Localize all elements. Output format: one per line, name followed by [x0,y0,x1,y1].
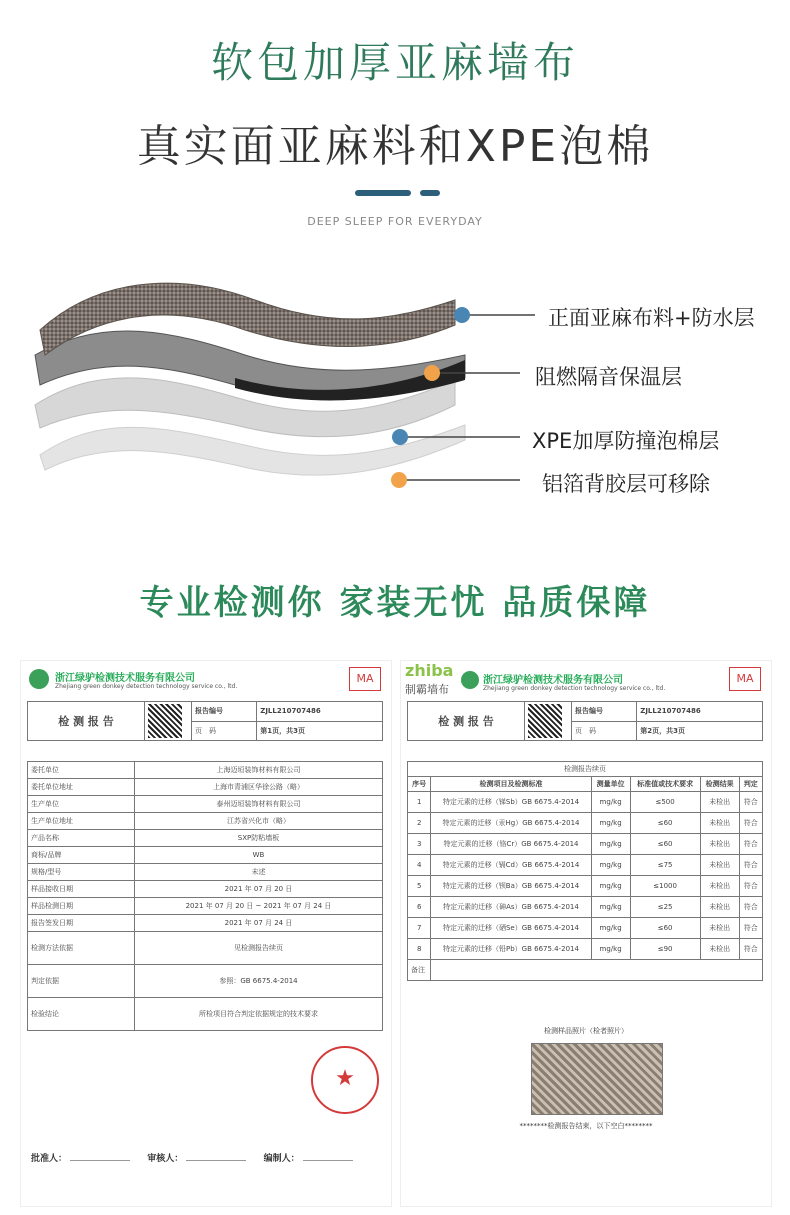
table-cell: ≤90 [630,939,700,960]
callout-dot [392,429,408,445]
divider-bar [355,190,411,196]
layer-label-linen: 正面亚麻布料+防水层 [548,306,755,330]
company-logo-icon [29,669,49,689]
table-cell: 符合 [739,876,762,897]
table-cell: 7 [408,918,431,939]
table-cell: 未检出 [700,813,739,834]
table-cell: ≤60 [630,813,700,834]
layer-label-foil: 铝箔背胶层可移除 [542,472,710,496]
report-page-1 [20,660,392,1207]
table-cell: mg/kg [591,918,630,939]
row-label: 检测方法依据 [28,932,135,965]
row-label: 规格/型号 [28,864,135,881]
row-value: WB [135,847,383,864]
row-value: 参照：GB 6675.4-2014 [135,965,383,998]
row-label: 商标/品牌 [28,847,135,864]
column-header: 测量单位 [591,777,630,792]
callout-dot [424,365,440,381]
column-header: 判定 [739,777,762,792]
row-label: 判定依据 [28,965,135,998]
table-cell: ≤500 [630,792,700,813]
table-cell: 1 [408,792,431,813]
row-value: 泰州迈垣装饰材料有限公司 [135,796,383,813]
table-row [408,918,763,939]
table-cell: 特定元素的迁移（硒Se）GB 6675.4-2014 [431,918,591,939]
column-header: 标准值或技术要求 [630,777,700,792]
row-label: 样品接收日期 [28,881,135,898]
row-value: 2021 年 07 月 20 日 [135,881,383,898]
test-results-table [407,761,763,981]
table-row [408,792,763,813]
row-value: 2021 年 07 月 20 日 ~ 2021 年 07 月 24 日 [135,898,383,915]
remark-label: 备注 [408,960,431,981]
page-number: 第2页，共3页 [637,721,763,741]
table-cell: ≤60 [630,918,700,939]
company-name-en: Zhejiang green donkey detection technology service co., ltd. [483,685,666,692]
row-label: 生产单位 [28,796,135,813]
table-row [28,813,383,830]
table-row [28,898,383,915]
table-cell: 符合 [739,918,762,939]
row-value: 2021 年 07 月 24 日 [135,915,383,932]
row-label: 检验结论 [28,998,135,1031]
page-label: 页 码 [192,721,257,741]
layer-label-fireproof: 阻燃隔音保温层 [535,365,682,389]
table-row [408,876,763,897]
row-value: 上海市青浦区华徐公路（略） [135,779,383,796]
table-cell: ≤60 [630,834,700,855]
table-cell: 特定元素的迁移（汞Hg）GB 6675.4-2014 [431,813,591,834]
qr-code-icon [148,704,182,738]
photo-caption: 检测样品照片（检者照片） [544,1027,628,1035]
table-cell: 符合 [739,855,762,876]
table-cell: 特定元素的迁移（铬Cr）GB 6675.4-2014 [431,834,591,855]
section-title: 专业检测你 家装无忧 品质保障 [139,583,651,623]
qr-code-icon [528,704,562,738]
report-no: ZJLL210707486 [637,702,763,722]
divider-bar [420,190,440,196]
table-cell: 6 [408,897,431,918]
table-cell: 未检出 [700,792,739,813]
report-title: 检 测 报 告 [408,702,525,741]
table-cell: 8 [408,939,431,960]
table-cell: 特定元素的迁移（锑Sb）GB 6675.4-2014 [431,792,591,813]
table-title: 检测报告续页 [408,762,763,777]
report-no-label: 报告编号 [572,702,637,722]
row-value: 江苏省兴化市（略） [135,813,383,830]
table-cell: 未检出 [700,855,739,876]
table-row [28,915,383,932]
report-no: ZJLL210707486 [257,702,383,722]
row-value: 见检测报告续页 [135,932,383,965]
table-cell: ≤75 [630,855,700,876]
page-label: 页 码 [572,721,637,741]
column-header: 序号 [408,777,431,792]
page-title: 软包加厚亚麻墙布 [210,38,579,87]
table-cell: 4 [408,855,431,876]
reviewer-label: 审核人： [147,1154,184,1164]
table-row [408,813,763,834]
table-row [28,796,383,813]
table-cell: 未检出 [700,876,739,897]
company-name: 浙江绿驴检测技术服务有限公司 [483,675,623,686]
column-header: 检测结果 [700,777,739,792]
table-row [28,881,383,898]
table-cell: 特定元素的迁移（砷As）GB 6675.4-2014 [431,897,591,918]
tagline: DEEP SLEEP FOR EVERYDAY [307,215,483,228]
table-cell: 未检出 [700,918,739,939]
table-row [408,897,763,918]
row-value: 未述 [135,864,383,881]
table-cell: mg/kg [591,792,630,813]
report-page-2 [400,660,772,1207]
report-header-table [407,701,763,741]
company-logo-icon [461,671,479,689]
row-value: 所检项目符合判定依据规定的技术要求 [135,998,383,1031]
table-row [408,834,763,855]
table-cell: mg/kg [591,855,630,876]
table-cell: 特定元素的迁移（铅Pb）GB 6675.4-2014 [431,939,591,960]
table-cell: ≤25 [630,897,700,918]
brand-name-cn: 制霸墙布 [405,683,449,696]
row-label: 委托单位地址 [28,779,135,796]
editor-label: 编制人： [263,1154,300,1164]
row-value: 上海迈垣装饰材料有限公司 [135,762,383,779]
table-cell: mg/kg [591,897,630,918]
table-row [408,855,763,876]
callout-lines [0,300,540,500]
callout-dot [391,472,407,488]
table-cell: 未检出 [700,834,739,855]
row-value: SXP防粘墙板 [135,830,383,847]
table-cell: 2 [408,813,431,834]
table-row [28,762,383,779]
row-label: 委托单位 [28,762,135,779]
row-label: 生产单位地址 [28,813,135,830]
table-cell: ≤1000 [630,876,700,897]
official-stamp: ★ [311,1046,379,1114]
table-row [28,779,383,796]
column-header: 检测项目及检测标准 [431,777,591,792]
company-name-en: Zhejiang green donkey detection technology service co., ltd. [55,683,238,690]
table-cell: 特定元素的迁移（镉Cd）GB 6675.4-2014 [431,855,591,876]
table-cell: 特定元素的迁移（钡Ba）GB 6675.4-2014 [431,876,591,897]
brand-logo: zhiba [405,661,454,680]
report-header-table [27,701,383,741]
approver-label: 批准人： [31,1154,68,1164]
table-cell: mg/kg [591,939,630,960]
callout-dot [454,307,470,323]
layer-label-xpe: XPE加厚防撞泡棉层 [532,429,720,453]
table-cell: 符合 [739,939,762,960]
table-cell: mg/kg [591,834,630,855]
table-cell: mg/kg [591,876,630,897]
table-cell: 5 [408,876,431,897]
row-label: 报告签发日期 [28,915,135,932]
table-row [28,830,383,847]
page-number: 第1页，共3页 [257,721,383,741]
table-cell: 符合 [739,792,762,813]
table-cell: 符合 [739,813,762,834]
table-row [28,998,383,1031]
table-cell: 3 [408,834,431,855]
table-cell: 未检出 [700,939,739,960]
report-info-table [27,761,383,1031]
report-end-text: ********检测报告结束，以下空白******** [519,1122,653,1130]
table-cell: 未检出 [700,897,739,918]
signature-row [31,1151,353,1164]
sample-photo [531,1043,663,1115]
table-cell: 符合 [739,834,762,855]
row-label: 样品检测日期 [28,898,135,915]
table-row [28,965,383,998]
report-title: 检 测 报 告 [28,702,145,741]
table-row [28,932,383,965]
table-cell: mg/kg [591,813,630,834]
table-cell: 符合 [739,897,762,918]
page-subtitle: 真实面亚麻料和XPE泡棉 [136,121,654,172]
cma-mark-icon: MA [349,667,381,691]
report-no-label: 报告编号 [192,702,257,722]
table-row [28,847,383,864]
table-row [408,939,763,960]
table-row [28,864,383,881]
company-name: 浙江绿驴检测技术服务有限公司 [55,673,195,684]
row-label: 产品名称 [28,830,135,847]
cma-mark-icon: MA [729,667,761,691]
